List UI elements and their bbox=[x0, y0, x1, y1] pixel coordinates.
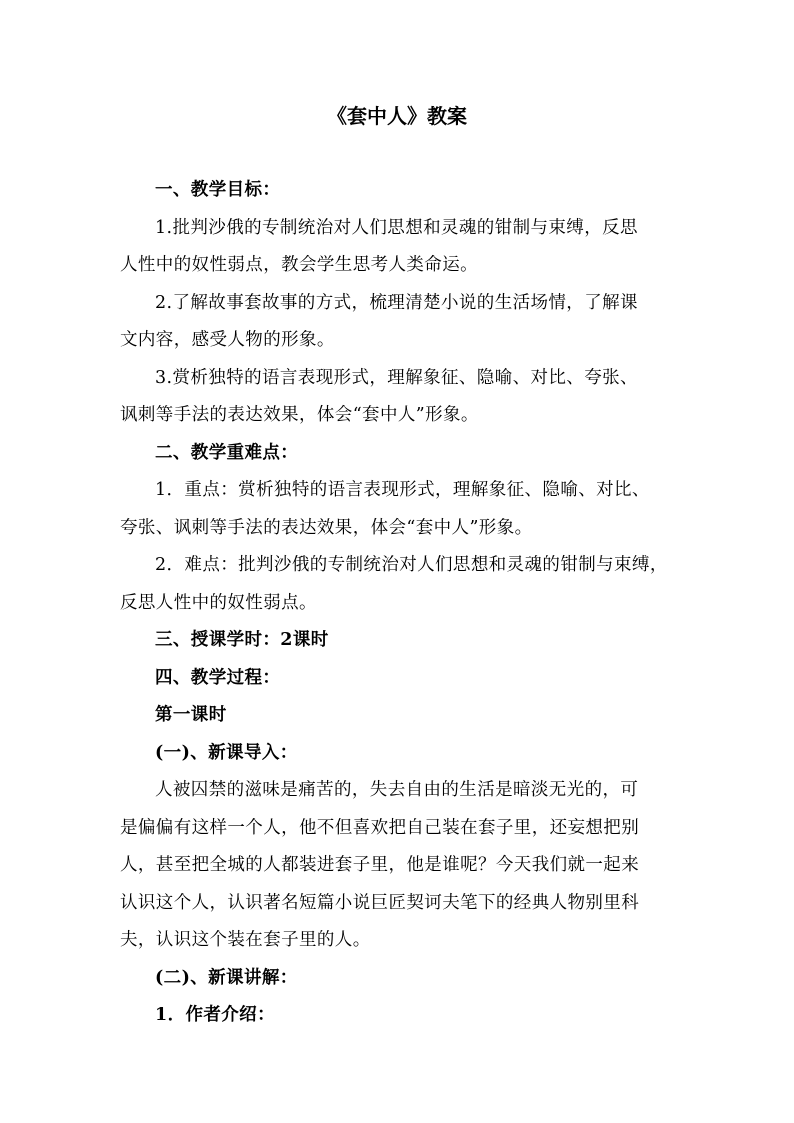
document-title: 《套中人》教案 bbox=[327, 104, 467, 128]
paragraph-line: 反思人性中的奴性弱点。 bbox=[120, 593, 317, 613]
paragraph-line: 2．难点：批判沙俄的专制统治对人们思想和灵魂的钳制与束缚， bbox=[155, 555, 668, 575]
paragraph-line: 夫，认识这个装在套子里的人。 bbox=[120, 930, 371, 950]
paragraph-line: 人，甚至把全城的人都装进套子里，他是谁呢？今天我们就一起来 bbox=[120, 855, 640, 875]
paragraph-line: 认识这个人，认识著名短篇小说巨匠契诃夫笔下的经典人物别里科 bbox=[120, 893, 640, 913]
heading-key-points: 二、教学重难点： bbox=[155, 443, 299, 463]
paragraph-line: 夸张、讽刺等手法的表达效果，体会“套中人”形象。 bbox=[120, 518, 533, 538]
paragraph-line: 1．重点：赏析独特的语言表现形式，理解象征、隐喻、对比、 bbox=[155, 480, 650, 500]
paragraph-line: 3.赏析独特的语言表现形式，理解象征、隐喻、对比、夸张、 bbox=[155, 368, 638, 388]
paragraph-line: 2.了解故事套故事的方式，梳理清楚小说的生活场情，了解课 bbox=[155, 293, 638, 313]
paragraph-line: 人性中的奴性弱点，教会学生思考人类命运。 bbox=[120, 255, 478, 275]
paragraph-line: 讽刺等手法的表达效果，体会“套中人”形象。 bbox=[120, 405, 479, 425]
heading-class-hours: 三、授课学时：2课时 bbox=[155, 630, 329, 650]
paragraph-line: 1.批判沙俄的专制统治对人们思想和灵魂的钳制与束缚，反思 bbox=[155, 218, 638, 238]
heading-first-lesson: 第一课时 bbox=[155, 705, 227, 725]
paragraph-line: 是偏偏有这样一个人，他不但喜欢把自己装在套子里，还妄想把别 bbox=[120, 818, 640, 838]
paragraph-line: 人被囚禁的滋味是痛苦的，失去自由的生活是暗淡无光的，可 bbox=[155, 780, 639, 800]
heading-teaching-goals: 一、教学目标： bbox=[155, 180, 281, 200]
heading-new-lesson: (二)、新课讲解： bbox=[155, 968, 298, 988]
heading-introduction: (一)、新课导入： bbox=[155, 743, 298, 763]
heading-teaching-process: 四、教学过程： bbox=[155, 668, 281, 688]
paragraph-line: 文内容，感受人物的形象。 bbox=[120, 330, 335, 350]
heading-author-intro: 1．作者介绍： bbox=[155, 1005, 275, 1025]
